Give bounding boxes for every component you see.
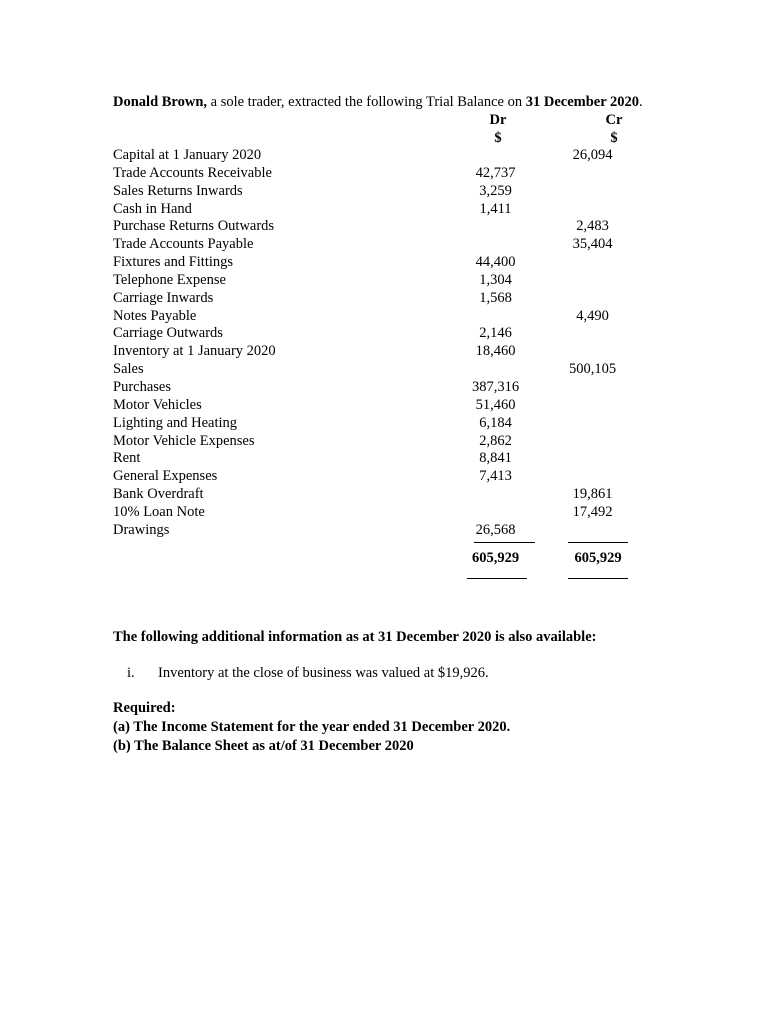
credit-amount: 2,483 [576,218,609,235]
debit-amount: 51,460 [475,396,516,413]
debit-amount: 1,568 [479,289,512,306]
account-row [113,450,655,468]
trial-balance-document [113,93,655,754]
intro-paragraph [113,93,655,111]
account-label: Carriage Outwards [113,325,223,342]
credit-amount: 19,861 [572,486,613,503]
account-label: Carriage Inwards [113,289,214,306]
credit-amount: 35,404 [572,236,613,253]
account-label: Trade Accounts Receivable [113,164,272,181]
account-label: Sales [113,361,144,378]
account-label: Lighting and Heating [113,414,238,431]
credit-amount: 17,492 [572,503,613,520]
required-heading: Required: [113,700,176,716]
credit-header-unit: $ [610,130,618,146]
item-number: i. [127,665,135,681]
debit-amount: 44,400 [475,254,516,271]
account-row [113,254,655,272]
credit-header [599,111,629,147]
account-label: General Expenses [113,468,218,485]
debit-amount: 8,841 [479,450,512,467]
account-label: Fixtures and Fittings [113,254,234,271]
credit-header-label: Cr [605,112,623,128]
account-label: Rent [113,450,141,467]
debit-header-label: Dr [489,112,507,128]
account-row [113,343,655,361]
credit-total: 605,929 [574,549,622,566]
debit-header [483,111,513,147]
debit-amount: 3,259 [479,182,512,199]
account-label: 10% Loan Note [113,503,205,520]
account-row [113,522,655,540]
debit-amount: 42,737 [475,164,516,181]
column-headers [113,111,655,147]
account-label: Bank Overdraft [113,486,204,503]
account-label: Notes Payable [113,307,197,324]
credit-top-rule [568,542,628,543]
totals-row [113,540,655,576]
account-label: Purchase Returns Outwards [113,218,275,235]
account-label: Telephone Expense [113,271,226,288]
account-row [113,486,655,504]
debit-top-rule [474,542,535,543]
account-label: Motor Vehicles [113,396,202,413]
account-row [113,433,655,451]
debit-amount: 7,413 [479,468,512,485]
account-list [113,147,655,540]
credit-amount: 500,105 [568,361,617,378]
account-row [113,165,655,183]
account-row [113,361,655,379]
account-label: Capital at 1 January 2020 [113,147,262,163]
credit-bottom-rule [568,578,628,579]
account-row [113,236,655,254]
trader-name: Donald Brown, [113,94,208,110]
account-row [113,218,655,236]
account-label: Sales Returns Inwards [113,182,243,199]
account-row [113,397,655,415]
additional-info-heading: The following additional information as at 31 December 2020 is also available: [113,629,597,645]
required-part-b: (b) The Balance Sheet as at/of 31 December 2020 [113,738,414,754]
account-label: Trade Accounts Payable [113,236,254,253]
balance-date: 31 December 2020 [525,94,640,110]
account-row [113,290,655,308]
intro-period: . [639,94,643,110]
debit-total: 605,929 [471,549,520,566]
credit-amount: 4,490 [576,307,609,324]
debit-header-unit: $ [494,130,502,146]
debit-amount: 18,460 [475,343,516,360]
item-text: Inventory at the close of business was valued at $19,926. [158,665,489,681]
account-row [113,272,655,290]
additional-info-item [127,664,489,682]
required-section [113,699,510,756]
debit-amount: 6,184 [479,414,512,431]
account-row [113,415,655,433]
credit-amount: 26,094 [572,147,613,163]
account-row [113,325,655,343]
debit-amount: 26,568 [475,521,516,538]
debit-amount: 2,862 [479,432,512,449]
debit-amount: 1,411 [479,200,512,217]
account-row [113,147,655,165]
intro-text: a sole trader, extracted the following Trial Balance on [207,94,526,110]
account-row [113,379,655,397]
account-label: Cash in Hand [113,200,192,217]
account-label: Drawings [113,521,170,538]
required-part-a: (a) The Income Statement for the year ended 31 December 2020. [113,719,511,735]
account-label: Purchases [113,378,171,395]
debit-amount: 387,316 [471,378,520,395]
debit-bottom-rule [467,578,527,579]
account-row [113,468,655,486]
account-row [113,183,655,201]
account-label: Inventory at 1 January 2020 [113,343,276,360]
account-label: Motor Vehicle Expenses [113,432,255,449]
account-row [113,504,655,522]
debit-amount: 1,304 [479,271,512,288]
debit-amount: 2,146 [479,325,512,342]
account-row [113,308,655,326]
account-row [113,201,655,219]
